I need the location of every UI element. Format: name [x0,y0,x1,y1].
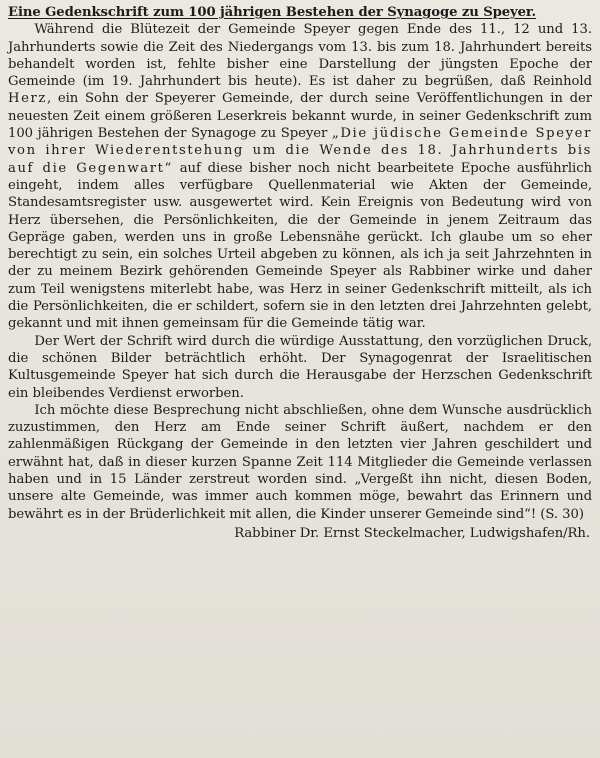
article-title: Eine Gedenkschrift zum 100 jährigen Bestehen der Synagoge zu Speyer. [8,5,537,20]
book-title-spaced: „Die jüdische Gemeinde Speyer von ihrer Wiederentstehung um die Wende des 18. Jahrhunderts bis auf die Gegenwart“ [8,126,592,176]
article-paragraph-1 [8,21,592,332]
paragraph-1-text-c: auf diese bisher noch nicht bearbeitete Epoche ausführlich eingeht, indem alles verfügbare Quellenmaterial wie Akten der Gemeinde, Standesamtsregister usw. ausgewertet wird. Kein Ereignis von Bedeutung wird von Herz übersehen, die Persönlichkeiten, die der Gemeinde in jenem Zeitraum das Gepräge gaben, werden uns in große Lebensnähe gerückt. Ich glaube um so eher berechtigt zu sein, ein solches Urteil abgeben zu können, als ich ja seit Jahrzehnten in der zu meinem Bezirk gehörenden Gemeinde Speyer als Rabbiner wirke und daher zum Teil wenigstens miterlebt habe, was Herz in seiner Gedenkschrift mitteilt, als ich die Persönlichkeiten, die er schildert, sofern sie in den letzten drei Jahrzehnten gelebt, gekannt und mit ihnen gemeinsam für die Gemeinde tätig war. [8,160,592,332]
article-paragraph-3: Ich möchte diese Besprechung nicht abschließen, ohne dem Wunsche ausdrücklich zuzustimmen, den Herz am Ende seiner Schrift äußert, nachdem er den zahlenmäßigen Rückgang der Gemeinde in den letzten vier Jahren geschildert und erwähnt hat, daß in dieser kurzen Spanne Zeit 114 Mitglieder die Gemeinde verlassen haben und in 15 Länder zerstreut worden sind. „Vergeßt ihn nicht, diesen Boden, unsere alte Gemeinde, was immer auch kommen möge, bewahrt das Erinnern und bewährt es in der Brüderlichkeit mit allen, die Kinder unserer Gemeinde sind“! (S. 30) [8,402,592,522]
paragraph-1-text-a: Während die Blütezeit der Gemeinde Speyer gegen Ende des 11., 12 und 13. Jahrhunderts sowie die Zeit des Niedergangs vom 13. bis zum 18. Jahrhundert bereits behandelt worden ist, fehlte bisher eine Darstellung der jüngsten Epoche der Gemeinde (im 19. Jahrhundert bis heute). Es ist daher zu begrüßen, daß Reinhold [8,22,592,90]
author-signature: Rabbiner Dr. Ernst Steckelmacher, Ludwigshafen/Rh. [234,525,590,541]
paragraph-1-text-b: , ein Sohn der Speyerer Gemeinde, der durch seine Veröffentlichungen in der neuesten Zeit einem größeren Leserkreis bekannt wurde, in seiner Gedenkschrift zum 100 jährigen Bestehen der Synagoge zu Speyer [8,91,592,142]
article-paragraph-2: Der Wert der Schrift wird durch die würdige Ausstattung, den vorzüglichen Druck, die schönen Bilder beträchtlich erhöht. Der Synagogenrat der Israelitischen Kultusgemeinde Speyer hat sich durch die Herausgabe der Herzschen Gedenkschrift ein bleibendes Verdienst erworben. [8,333,592,401]
author-name-spaced: Herz [8,91,47,107]
